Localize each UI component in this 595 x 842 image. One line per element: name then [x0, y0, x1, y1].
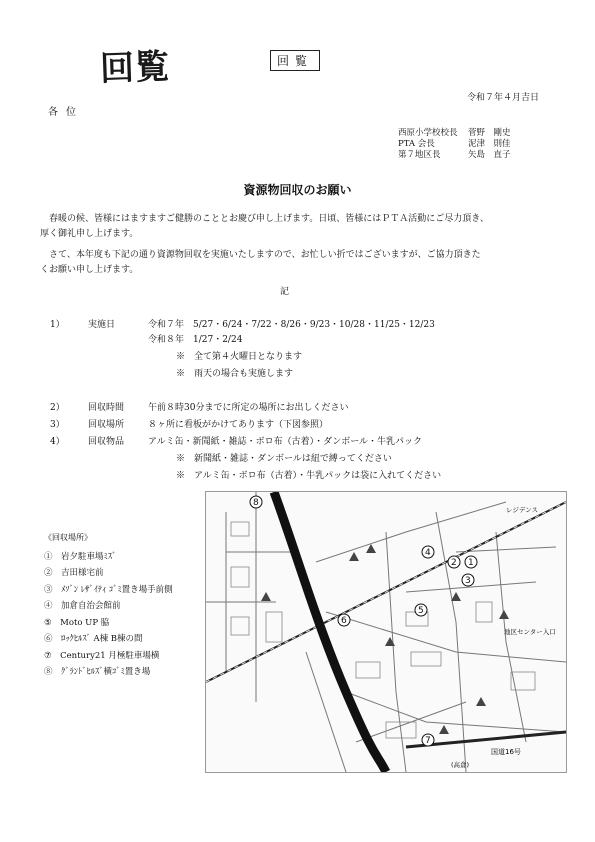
legend-item: ③ ﾒｿﾞﾝ ﾚｻﾞｲﾃｨ ｺﾞﾐ置き場手前側 — [44, 584, 173, 595]
request-line-1: さて、本年度も下記の通り資源物回収を実施いたしますので、お忙しい折ではございますが、ご協力頂きた — [40, 250, 481, 260]
items-note: ※ アルミ缶・ボロ布（古着）・牛乳パックは袋に入れてください — [176, 471, 442, 481]
svg-text:1: 1 — [468, 558, 474, 568]
sender-org: 西原小学校校長 — [398, 128, 458, 138]
item-label: 回収時間 — [88, 403, 125, 413]
collection-time: 午前８時30分までに所定の場所にお出しください — [148, 403, 349, 413]
item-number: 3） — [50, 420, 65, 430]
item-label: 回収物品 — [88, 437, 125, 447]
collection-place: ８ヶ所に看板がかけてあります（下図参照） — [148, 420, 329, 430]
kairan-stamp: 回覧 — [99, 46, 171, 90]
sender-org: 第７地区長 — [398, 150, 441, 160]
collection-map — [205, 491, 567, 773]
map-label-route16: 国道16号 — [491, 748, 521, 756]
schedule-2026: 令和８年 1/27・2/24 — [148, 335, 243, 345]
legend-item: ⑧ ｸﾞﾗﾝﾄﾞﾋﾙｽﾞ横ｺﾞﾐ置き場 — [44, 667, 151, 677]
request-line-2: くお願い申し上げます。 — [40, 265, 139, 275]
map-label-center: 地区センター入口 — [504, 628, 556, 636]
item-number: 2） — [50, 403, 65, 413]
items-note: ※ 新聞紙・雑誌・ダンボールは紐で縛ってください — [176, 454, 392, 464]
svg-text:6: 6 — [341, 616, 347, 626]
svg-text:3: 3 — [465, 576, 471, 586]
item-label: 実施日 — [88, 320, 116, 330]
legend-title: 《回収場所》 — [44, 533, 92, 542]
legend-item: ④ 加倉自治会館前 — [44, 601, 121, 611]
ki-marker: 記 — [280, 287, 290, 297]
collection-items: アルミ缶・新聞紙・雑誌・ボロ布（古着）・ダンボール・牛乳パック — [148, 437, 423, 447]
sender-row — [398, 139, 511, 150]
sender-name: 泥津 則佳 — [468, 139, 511, 149]
item-number: 1） — [50, 320, 65, 330]
item-label: 回収場所 — [88, 420, 125, 430]
sender-block — [398, 128, 511, 161]
svg-text:5: 5 — [418, 606, 424, 616]
collection-place-legend — [44, 530, 173, 681]
map-label-mansion: レジデンス — [506, 506, 539, 514]
sender-row — [398, 150, 511, 161]
legend-item: ⑤ Moto UP 脇 — [44, 617, 110, 628]
legend-item: ① 岩夕駐車場ﾐｽﾞ — [44, 551, 117, 562]
addressee: 各位 — [48, 107, 84, 118]
legend-item: ② 吉田様宅前 — [44, 568, 104, 578]
sender-name: 矢島 直子 — [468, 150, 511, 160]
svg-text:2: 2 — [451, 558, 457, 568]
map-drawing — [206, 492, 566, 772]
map-label-bottom: (高倉) — [451, 761, 470, 769]
legend-item: ⑦ Century21 月極駐車場横 — [44, 650, 160, 661]
sender-name: 菅野 剛史 — [468, 128, 511, 138]
sender-org: PTA 会長 — [398, 139, 435, 149]
sender-row — [398, 128, 511, 139]
document-title: 資源物回収のお願い — [243, 183, 352, 197]
greeting-line-1: 春暖の候、皆様にはますますご健勝のこととお慶び申し上げます。日頃、皆様にはＰＴＡ活動にご尽力頂き、 — [40, 214, 489, 224]
greeting-line-2: 厚く御礼申し上げます。 — [40, 229, 139, 239]
svg-text:7: 7 — [425, 736, 431, 746]
issue-date: 令和７年４月吉日 — [466, 93, 539, 103]
svg-text:4: 4 — [425, 548, 431, 558]
schedule-note: ※ 雨天の場合も実施します — [176, 369, 294, 379]
item-number: 4） — [50, 437, 65, 447]
schedule-note: ※ 全て第４火曜日となります — [176, 352, 303, 362]
schedule-2025: 令和７年 5/27・6/24・7/22・8/26・9/23・10/28・11/25・12/23 — [148, 320, 435, 330]
svg-text:8: 8 — [253, 498, 259, 508]
circulation-label: 回覧 — [270, 50, 320, 71]
legend-item: ⑥ ﾛｯｸﾋﾙｽﾞ A棟 B棟の間 — [44, 634, 143, 644]
